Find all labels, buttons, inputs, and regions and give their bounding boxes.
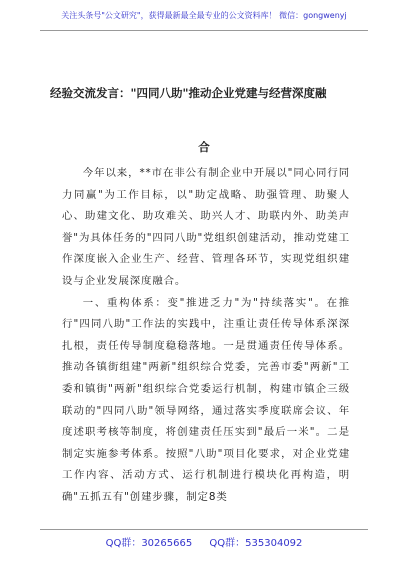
paragraph-1: 今年以来，**市在非公有制企业中开展以"同心同行同力同赢"为工作目标，以"助定战略、助强管理、助聚人心、助建文化、助攻难关、助兴人才、助联内外、助美声誉"为具体任务的"四同八助"党组织创建活动，推动党建工作深度嵌入企业生产、经营、管理各环节，实现党组织建设与企业发展深度融合。 <box>62 167 351 287</box>
title-line-1: 经验交流发言："四同八助"推动企业党建与经营深度融 <box>50 86 327 100</box>
title-line-2: 合 <box>198 140 210 154</box>
header-divider <box>40 30 368 31</box>
document-title <box>50 66 358 174</box>
paragraph-2: 一、重构体系：变"推进乏力"为"持续落实"。在推行"四同八助"工作法的实践中，注重让责任传导体系深深扎根，责任传导制度稳稳落地。一是贯通责任传导体系。推动各镇街组建"两新"组织综合党委，完善市委"两新"工委和镇街"两新"组织综合党委运行机制，构建市镇企三级联动的"四同八助"领导网络，通过落实季度联席会议、年度述职考核等制度，将创建责任压实到"最后一米"。二是制定实施参考体系。按照"八助"项目化要求，对企业党建工作内容、活动方式、运行机制进行模块化再构造，明确"五抓五有"创建步骤，制定8类 <box>62 296 350 503</box>
footer-qq-group-1: QQ群：30265665 <box>105 538 193 549</box>
document-body <box>62 163 350 509</box>
footer <box>0 534 408 549</box>
header-banner: 关注头条号"公文研究"，获得最新最全最专业的公文资料库！ 微信：gongwenyj <box>61 11 347 20</box>
footer-qq-group-2: QQ群：535304092 <box>209 538 303 549</box>
footer-divider <box>40 529 368 530</box>
